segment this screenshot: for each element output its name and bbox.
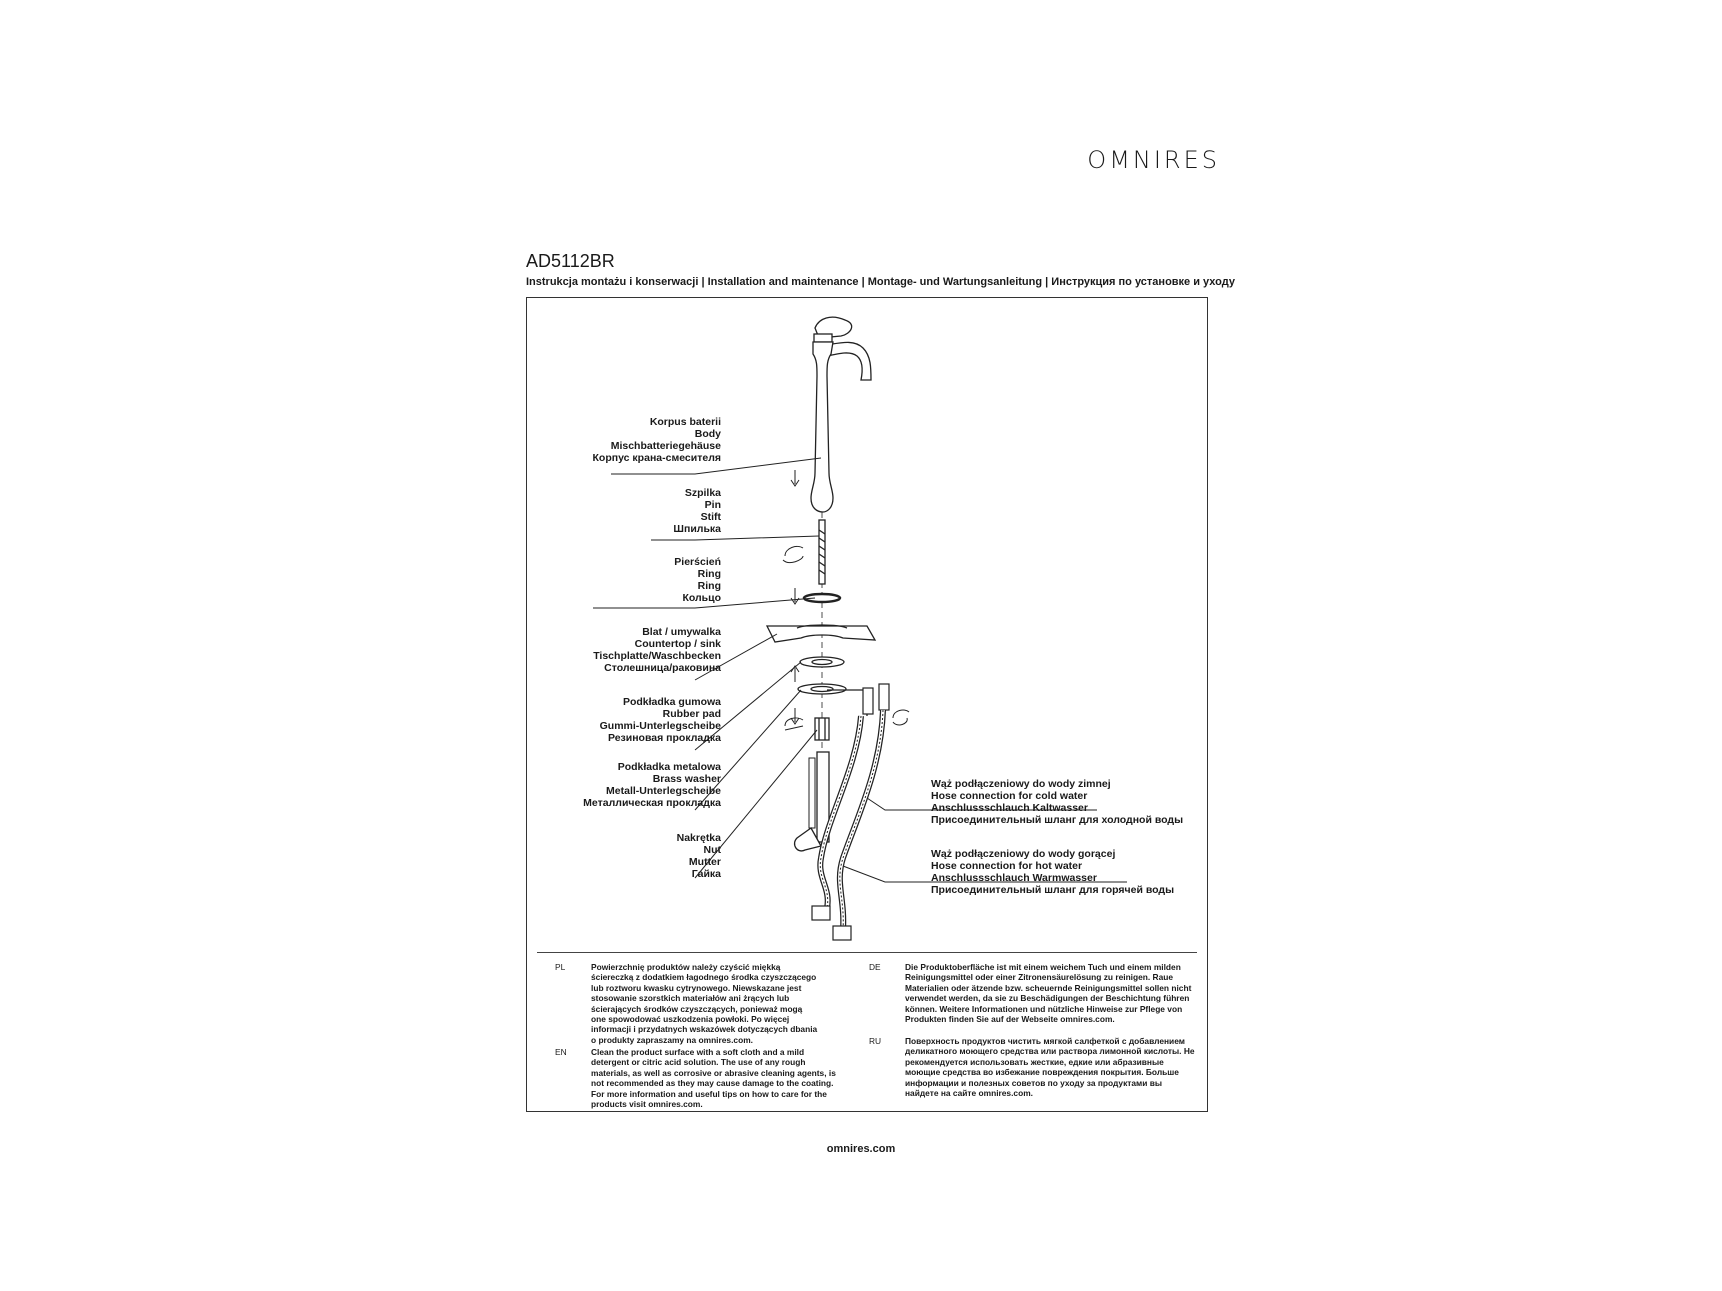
- label-hose-hot: Wąż podłączeniowy do wody gorącej Hose connection for hot water Anschlussschlauch Warmwasser Присоединительный шланг для горячей воды: [931, 848, 1175, 896]
- label-rubber-pad: Podkładka gumowa Rubber pad Gummi-Unterlegscheibe Резиновая прокладка: [599, 696, 721, 744]
- label-ring: Pierścień Ring Ring Кольцо: [674, 556, 721, 604]
- faucet-handle: [814, 317, 852, 342]
- manual-subtitle: Instrukcja montażu i konserwacji | Installation and maintenance | Montage- und Wartungsanleitung | Инструкция по установке и уходу: [526, 276, 1235, 288]
- model-number: AD5112BR: [526, 251, 615, 271]
- faucet-body: [811, 342, 833, 512]
- label-pin: Szpilka Pin Stift Шпилька: [673, 487, 721, 535]
- label-hose-cold: Wąż podłączeniowy do wody zimnej Hose connection for cold water Anschlussschlauch Kaltwasser Присоединительный шланг для холодной воды: [931, 778, 1184, 826]
- pin-rod: [819, 520, 825, 584]
- countertop-section: [767, 626, 875, 642]
- label-nut: Nakrętka Nut Mutter Гайка: [676, 832, 721, 880]
- brand-logo: OMNIRES: [1087, 146, 1220, 174]
- label-body: Korpus baterii Body Mischbatteriegehäuse Корпус крана-смесителя: [592, 416, 721, 464]
- label-brass-washer: Podkładka metalowa Brass washer Metall-Unterlegscheibe Металлическая прокладка: [583, 761, 721, 809]
- diagram-frame: Korpus baterii Body Mischbatteriegehäuse Корпус крана-смесителя Szpilka Pin Stift Шпилька Pierścień Ring Ring Кольцо Blat / umywalka Countertop / sink Tischplatte/Waschbecken Столешница/раковина Podkładka gumowa Rubber pad Gummi-Unterlegscheibe Резиновая прокладка Podkładka metalowa Brass washer Metall-Unterlegscheibe Металлическая прокладка Nakrętka Nut Mutter Гайка Wąż podłączeniowy do wody zimnej Hose connection for cold water Anschlussschlauch Kaltwasser Присоединительный шланг для холодной воды Wąż podłączeniowy do wody gorącej Hose connection for hot water Anschlussschlauch Warmwasser Присоединительный шланг для горячей воды PL Powierzchnię produktów należy czyścić miękką ściereczką z dodatkiem łagodnego środka czyszczącego lub roztworu kwasku cytrynowego. Niewskazane jest stosowanie szorstkich materiałów ani żrących lub ścierających środków czyszczących, ponieważ mogą one spowodować uszkodzenia powłoki. Po więcej informacji i przydatnych wskazówek dotyczących dbania o produkty zapraszamy na omnires.com. EN Clean the product surface with a soft cloth and a mild detergent or citric acid solution. The use of any rough materials, as well as corrosive or abrasive cleaning agents, is not recommended as they may cause damage to the coating. For more information and useful tips on how to care for the products visit omnires.com. DE Die Produktoberfläche ist mit einem weichem Tuch und einem milden Reinigungsmittel oder einer Zitronensäurelösung zu reinigen. Raue Materialien oder ätzende bzw. scheuernde Reinigungsmittel sollen nicht verwendet werden, da sie zu Beschädigungen der Beschichtung führen können. Weitere Informationen und nützliche Hinweise zur Pflege von Produkten finden Sie auf der Webseite omnires.com. RU Поверхность продуктов чистить мягкой салфеткой с добавлением деликатного моющего средства или раствора лимонной кислоты. Не рекомендуется использовать жесткие, едкие или абразивные моющие средства во избежание повреждения покрытия. Больше информации и полезных советов по уходу за продуктами вы найдете на сайте omnires.com.: [526, 297, 1208, 1112]
- nut-part: [815, 718, 829, 740]
- section-divider: [537, 952, 1197, 953]
- label-countertop: Blat / umywalka Countertop / sink Tischplatte/Waschbecken Столешница/раковина: [593, 626, 721, 674]
- footer-website[interactable]: omnires.com: [826, 1143, 896, 1155]
